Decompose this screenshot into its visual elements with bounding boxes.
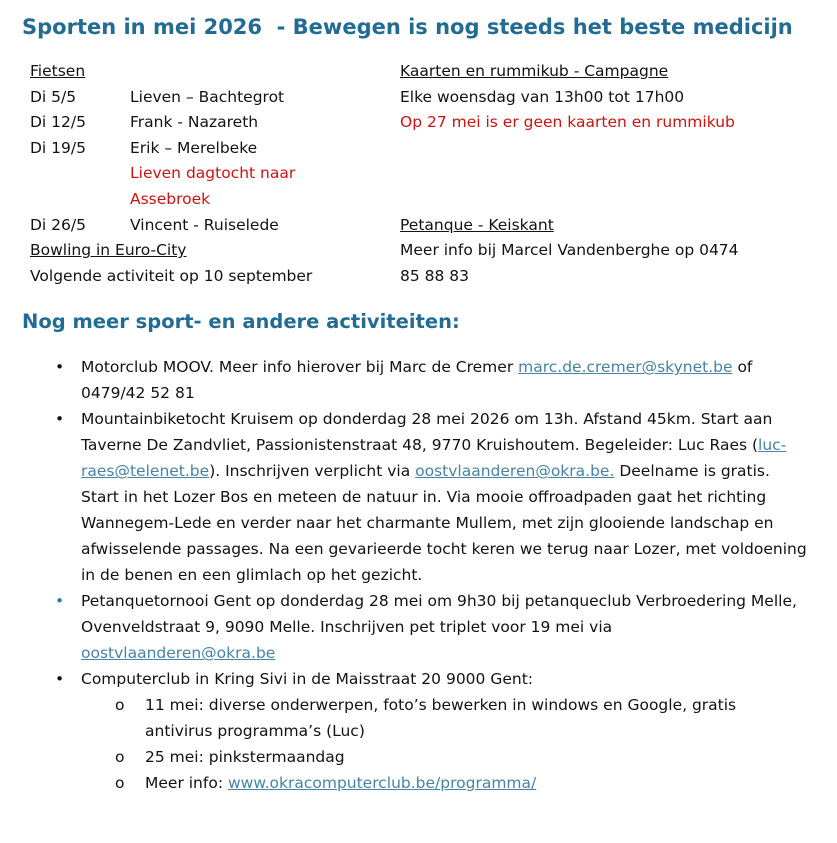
bullet-icon: • <box>55 592 65 611</box>
bullet-icon: • <box>55 410 65 429</box>
spacer-line <box>400 161 830 187</box>
list-item-mountainbike <box>55 406 807 588</box>
computerclub-sub2: 25 mei: pinkstermaandag <box>145 748 345 767</box>
table-row <box>30 85 400 111</box>
bowling-note: Volgende activiteit op 10 september <box>30 266 313 285</box>
fietsen-heading-line <box>30 59 400 85</box>
computerclub-block <box>81 666 807 796</box>
ride-detail: Vincent - Ruiselede <box>130 215 279 234</box>
petanque-heading: Petanque - Keiskant <box>400 215 554 234</box>
petanquetornooi-pre: Petanquetornooi Gent op donderdag 28 mei om 9h30 bij petanqueclub Verbroedering Melle, Ovenveldstraat 9, 9090 Melle. Inschrijven pet triplet voor 19 mei via <box>81 592 797 637</box>
ride-detail: Lieven – Bachtegrot <box>130 87 285 106</box>
ride-detail-alert: Assebroek <box>130 189 211 208</box>
motorclub-post: of 0479/42 52 81 <box>81 358 753 403</box>
sub-bullet-icon: o <box>115 696 125 715</box>
bowling-heading-line <box>30 238 400 264</box>
petanque-info-line1: Meer info bij Marcel Vandenberghe op 0474 <box>400 241 739 260</box>
spacer-line <box>400 136 830 162</box>
activities-list <box>55 354 807 796</box>
list-item-petanquetornooi <box>55 588 807 666</box>
petanquetornooi-text <box>81 588 807 666</box>
email-link-okra-oostvlaanderen[interactable]: oostvlaanderen@okra.be. <box>415 462 615 481</box>
computerclub-sub3 <box>145 770 807 796</box>
motorclub-pre: Motorclub MOOV. Meer info hierover bij Marc de Cremer <box>81 358 519 377</box>
bowling-heading: Bowling in Euro-City <box>30 241 187 260</box>
motorclub-text <box>81 354 807 406</box>
ride-date: Di 12/5 <box>30 113 86 132</box>
kaarten-petanque-column <box>400 59 830 289</box>
sub-list-item-25-mei <box>115 744 807 770</box>
newsletter-page <box>0 13 837 843</box>
ride-date: Di 26/5 <box>30 215 86 234</box>
computerclub-sub1: 11 mei: diverse onderwerpen, foto’s bewerken in windows en Google, gratis antivirus programma’s (Luc) <box>145 696 737 741</box>
petanque-info-line2: 85 88 83 <box>400 266 470 285</box>
table-row <box>30 213 400 239</box>
spacer-line <box>400 187 830 213</box>
website-link-okracomputerclub[interactable]: www.okracomputerclub.be/programma/ <box>227 774 537 793</box>
ride-detail-alert: Lieven dagtocht naar <box>130 164 296 183</box>
table-row <box>30 161 400 187</box>
mountainbike-post: Deelname is gratis. Start in het Lozer Bos en meteen de natuur in. Via mooie offroadpaden gaat het richting Wannegem-Lede en verder naar het charmante Mullem, met zijn glooiende landschap en afwisselende passages. Na een gevarieerde tocht keren we terug naar Lozer, met voldoening in de benen en een glimlach op het gezicht. <box>81 462 807 585</box>
ride-detail: Frank - Nazareth <box>130 113 259 132</box>
table-row <box>30 136 400 162</box>
email-link-marc-de-cremer[interactable]: marc.de.cremer@skynet.be <box>518 358 733 377</box>
kaarten-cancel-notice: Op 27 mei is er geen kaarten en rummikub <box>400 113 735 132</box>
page-title: Sporten in mei 2026 - Bewegen is nog steeds het beste medicijn <box>22 15 793 39</box>
ride-date: Di 5/5 <box>30 87 77 106</box>
email-link-luc-raes[interactable]: luc-raes@telenet.be <box>81 436 787 481</box>
sub-bullet-icon: o <box>115 774 125 793</box>
sub-list-item-meer-info <box>115 770 807 796</box>
kaarten-heading: Kaarten en rummikub - Campagne <box>400 62 669 80</box>
bullet-icon: • <box>55 670 65 689</box>
ride-date: Di 19/5 <box>30 138 86 157</box>
table-row <box>30 110 400 136</box>
mountainbike-mid: ). Inschrijven verplicht via <box>209 462 416 481</box>
table-row <box>30 187 400 213</box>
bullet-icon: • <box>55 358 65 377</box>
schedule-section <box>30 59 837 289</box>
kaarten-heading-line <box>400 59 830 85</box>
ride-detail: Erik – Merelbeke <box>130 138 258 157</box>
meer-info-label: Meer info: <box>145 774 228 793</box>
mountainbike-text <box>81 406 807 588</box>
email-link-okra-inschrijven[interactable]: oostvlaanderen@okra.be <box>81 644 276 663</box>
mountainbike-pre: Mountainbiketocht Kruisem op donderdag 28 mei 2026 om 13h. Afstand 45km. Start aan Taverne De Zandvliet, Passionistenstraat 48, 9770 Kruishoutem. Begeleider: Luc Raes ( <box>81 410 773 455</box>
sub-list-item-11-mei <box>115 692 807 744</box>
petanque-heading-line <box>400 213 830 239</box>
fietsen-heading: Fietsen <box>30 62 86 80</box>
kaarten-schedule-line: Elke woensdag van 13h00 tot 17h00 <box>400 87 685 106</box>
activities-heading: Nog meer sport- en andere activiteiten: <box>22 310 460 334</box>
fietsen-bowling-column <box>30 59 400 289</box>
sub-bullet-icon: o <box>115 748 125 767</box>
list-item-computerclub <box>55 666 807 796</box>
list-item-motorclub <box>55 354 807 406</box>
computerclub-text: Computerclub in Kring Sivi in de Maisstraat 20 9000 Gent: <box>81 670 534 689</box>
